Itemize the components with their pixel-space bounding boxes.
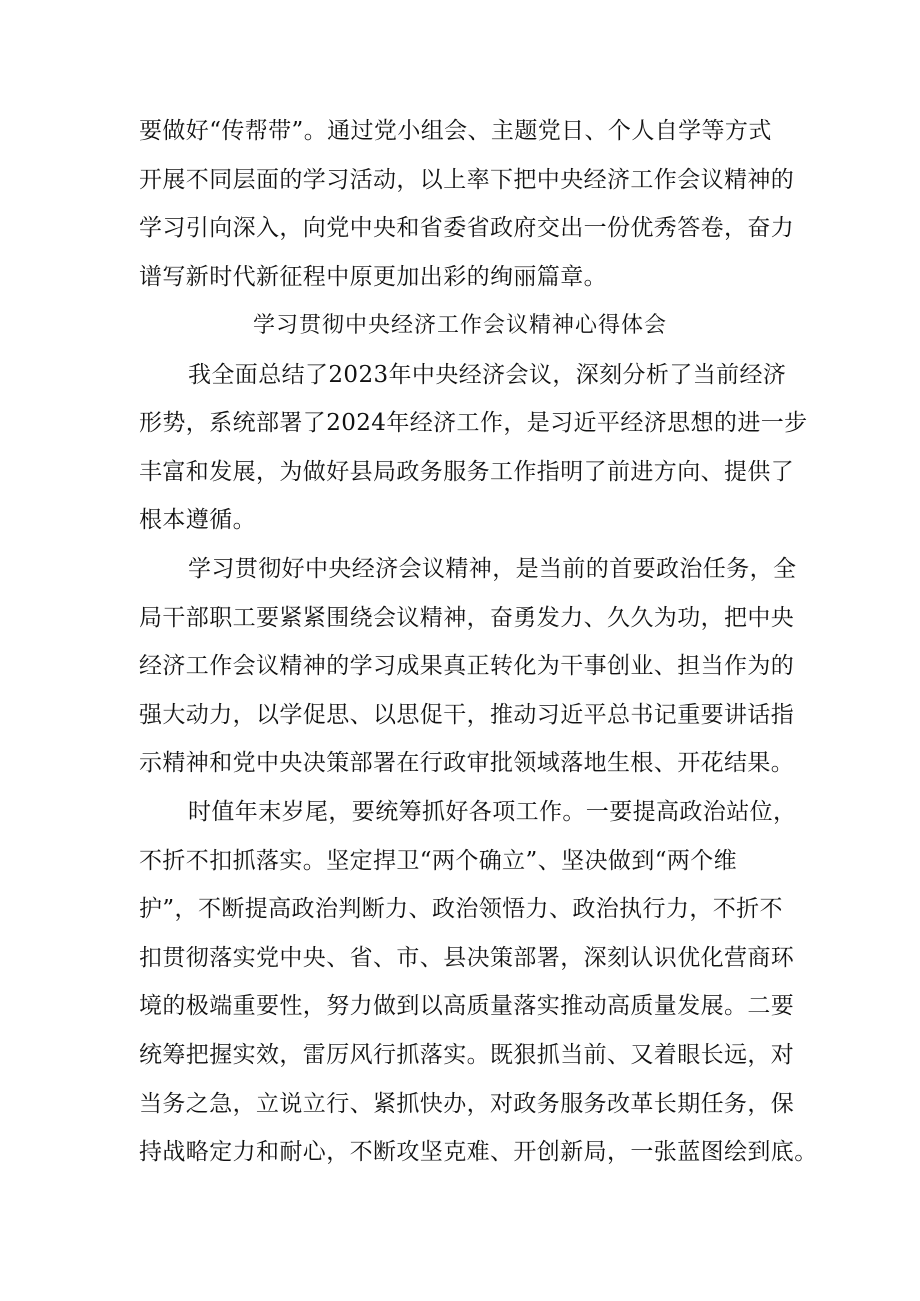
paragraph1-line-4: 根本遵循。 (139, 507, 256, 533)
paragraph2-line-2: 局干部职工要紧紧围绕会议精神，奋勇发力、久久为功，把中央 (139, 605, 795, 631)
paragraph2-line-4: 强大动力，以学促思、以思促干，推动习近平总书记重要讲话指 (139, 702, 795, 728)
paragraph3-line-3: 护”，不断提高政治判断力、政治领悟力、政治执行力，不折不 (139, 896, 783, 922)
intro-line-3: 学习引向深入，向党中央和省委省政府交出一份优秀答卷，奋力 (139, 215, 795, 241)
paragraph3-line-1: 时值年末岁尾，要统筹抓好各项工作。一要提高政治站位， (188, 799, 797, 825)
intro-line-1: 要做好“传帮带”。通过党小组会、主题党日、个人自学等方式 (139, 118, 772, 144)
document-title: 学习贯彻中央经济工作会议精神心得体会 (252, 313, 667, 338)
paragraph1-line-3: 丰富和发展，为做好县局政务服务工作指明了前进方向、提供了 (139, 459, 795, 485)
paragraph1-line-2: 形势，系统部署了2024年经济工作，是习近平经济思想的进一步 (139, 410, 808, 436)
paragraph2-line-1: 学习贯彻好中央经济会议精神，是当前的首要政治任务，全 (188, 556, 797, 582)
intro-line-2: 开展不同层面的学习活动，以上率下把中央经济工作会议精神的 (139, 167, 795, 193)
paragraph3-line-4: 扣贯彻落实党中央、省、市、县决策部署，深刻认识优化营商环 (139, 945, 795, 971)
paragraph3-line-6: 统筹把握实效，雷厉风行抓落实。既狠抓当前、又着眼长远，对 (139, 1042, 795, 1068)
paragraph3-line-7: 当务之急，立说立行、紧抓快办，对政务服务改革长期任务，保 (139, 1091, 795, 1117)
paragraph2-line-5: 示精神和党中央决策部署在行政审批领域落地生根、开花结果。 (139, 750, 795, 776)
intro-line-4: 谱写新时代新征程中原更加出彩的绚丽篇章。 (139, 264, 607, 290)
paragraph3-line-8: 持战略定力和耐心，不断攻坚克难、开创新局，一张蓝图绘到底。 (139, 1139, 818, 1165)
paragraph3-line-2: 不折不扣抓落实。坚定捍卫“两个确立”、坚决做到“两个维 (139, 848, 738, 874)
paragraph1-line-1: 我全面总结了2023年中央经济会议，深刻分析了当前经济 (188, 362, 787, 388)
paragraph2-line-3: 经济工作会议精神的学习成果真正转化为干事创业、担当作为的 (139, 653, 795, 679)
paragraph3-line-5: 境的极端重要性，努力做到以高质量落实推动高质量发展。二要 (139, 993, 795, 1019)
